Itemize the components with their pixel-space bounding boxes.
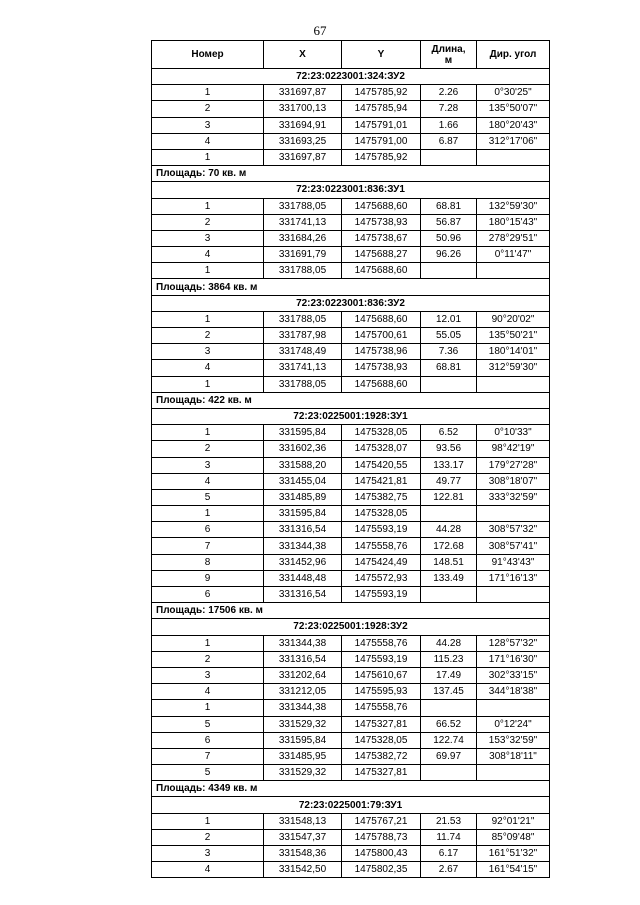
length-cell: 11.74: [421, 829, 477, 845]
length-cell: 122.81: [421, 489, 477, 505]
x-cell: 331455,04: [264, 473, 342, 489]
x-cell: 331529,32: [264, 765, 342, 781]
table-row: [152, 263, 550, 279]
length-cell: 148.51: [421, 554, 477, 570]
direction-angle-cell: 308°57'32": [477, 522, 550, 538]
table-row: [152, 846, 550, 862]
point-number-cell: 1: [152, 700, 264, 716]
x-cell: 331548,13: [264, 813, 342, 829]
point-number-cell: 7: [152, 538, 264, 554]
column-header-number: Номер: [152, 41, 264, 69]
table-row: [152, 716, 550, 732]
x-cell: 331788,05: [264, 376, 342, 392]
section-title: 72:23:0225001:79:ЗУ1: [152, 797, 550, 813]
length-cell: [421, 700, 477, 716]
y-cell: 1475767,21: [342, 813, 421, 829]
x-cell: 331344,38: [264, 538, 342, 554]
column-header-y: Y: [342, 41, 421, 69]
y-cell: 1475785,92: [342, 85, 421, 101]
x-cell: 331202,64: [264, 667, 342, 683]
table-row: [152, 587, 550, 603]
length-cell: 66.52: [421, 716, 477, 732]
y-cell: 1475802,35: [342, 862, 421, 878]
y-cell: 1475328,07: [342, 441, 421, 457]
point-number-cell: 2: [152, 214, 264, 230]
point-number-cell: 8: [152, 554, 264, 570]
direction-angle-cell: 161°51'32": [477, 846, 550, 862]
direction-angle-cell: 92°01'21": [477, 813, 550, 829]
area-value: Площадь: 70 кв. м: [152, 166, 550, 182]
area-value: Площадь: 4349 кв. м: [152, 781, 550, 797]
length-cell: 7.28: [421, 101, 477, 117]
length-cell: 93.56: [421, 441, 477, 457]
table-row: [152, 425, 550, 441]
x-cell: 331547,37: [264, 829, 342, 845]
column-header-x: X: [264, 41, 342, 69]
table-row: [152, 635, 550, 651]
length-cell: 133.49: [421, 570, 477, 586]
y-cell: 1475610,67: [342, 667, 421, 683]
x-cell: 331788,05: [264, 311, 342, 327]
section-title: 72:23:0223001:324:ЗУ2: [152, 69, 550, 85]
direction-angle-cell: 308°57'41": [477, 538, 550, 554]
point-number-cell: 1: [152, 813, 264, 829]
x-cell: 331741,13: [264, 360, 342, 376]
point-number-cell: 6: [152, 732, 264, 748]
direction-angle-cell: 344°18'38": [477, 684, 550, 700]
length-cell: 6.52: [421, 425, 477, 441]
table-row: [152, 328, 550, 344]
point-number-cell: 1: [152, 198, 264, 214]
x-cell: 331316,54: [264, 587, 342, 603]
length-cell: 2.67: [421, 862, 477, 878]
x-cell: 331452,96: [264, 554, 342, 570]
length-cell: 44.28: [421, 635, 477, 651]
point-number-cell: 3: [152, 230, 264, 246]
direction-angle-cell: 132°59'30": [477, 198, 550, 214]
direction-angle-cell: [477, 587, 550, 603]
direction-angle-cell: 278°29'51": [477, 230, 550, 246]
table-row: [152, 862, 550, 878]
x-cell: 331344,38: [264, 700, 342, 716]
direction-angle-cell: 161°54'15": [477, 862, 550, 878]
length-cell: [421, 376, 477, 392]
point-number-cell: 2: [152, 829, 264, 845]
direction-angle-cell: [477, 149, 550, 165]
y-cell: 1475791,00: [342, 133, 421, 149]
x-cell: 331588,20: [264, 457, 342, 473]
point-number-cell: 1: [152, 506, 264, 522]
length-cell: 56.87: [421, 214, 477, 230]
length-cell: 2.26: [421, 85, 477, 101]
section-title-row: [152, 182, 550, 198]
table-row: [152, 376, 550, 392]
point-number-cell: 6: [152, 522, 264, 538]
y-cell: 1475328,05: [342, 506, 421, 522]
x-cell: 331485,89: [264, 489, 342, 505]
point-number-cell: 1: [152, 263, 264, 279]
y-cell: 1475791,01: [342, 117, 421, 133]
point-number-cell: 1: [152, 635, 264, 651]
section-title-row: [152, 619, 550, 635]
x-cell: 331693,25: [264, 133, 342, 149]
page-number: 67: [313, 23, 327, 38]
point-number-cell: 2: [152, 441, 264, 457]
y-cell: 1475688,60: [342, 376, 421, 392]
table-row: [152, 198, 550, 214]
x-cell: 331344,38: [264, 635, 342, 651]
point-number-cell: 7: [152, 748, 264, 764]
area-row: [152, 166, 550, 182]
table-row: [152, 554, 550, 570]
length-cell: 49.77: [421, 473, 477, 489]
table-header: [152, 41, 550, 69]
table-row: [152, 149, 550, 165]
length-cell: 115.23: [421, 651, 477, 667]
point-number-cell: 5: [152, 716, 264, 732]
point-number-cell: 4: [152, 247, 264, 263]
coordinates-table: [151, 40, 550, 878]
table-row: [152, 85, 550, 101]
point-number-cell: 4: [152, 862, 264, 878]
y-cell: 1475595,93: [342, 684, 421, 700]
x-cell: 331595,84: [264, 732, 342, 748]
direction-angle-cell: 308°18'07": [477, 473, 550, 489]
table-row: [152, 117, 550, 133]
x-cell: 331788,05: [264, 263, 342, 279]
direction-angle-cell: 0°12'24": [477, 716, 550, 732]
point-number-cell: 3: [152, 457, 264, 473]
length-cell: 122.74: [421, 732, 477, 748]
direction-angle-cell: 308°18'11": [477, 748, 550, 764]
y-cell: 1475785,92: [342, 149, 421, 165]
length-cell: 50.96: [421, 230, 477, 246]
y-cell: 1475593,19: [342, 587, 421, 603]
table-row: [152, 667, 550, 683]
section-title-row: [152, 295, 550, 311]
length-cell: [421, 765, 477, 781]
length-cell: 68.81: [421, 360, 477, 376]
point-number-cell: 1: [152, 311, 264, 327]
y-cell: 1475421,81: [342, 473, 421, 489]
direction-angle-cell: 312°17'06": [477, 133, 550, 149]
y-cell: 1475738,93: [342, 214, 421, 230]
x-cell: 331529,32: [264, 716, 342, 732]
direction-angle-cell: [477, 263, 550, 279]
area-row: [152, 603, 550, 619]
y-cell: 1475328,05: [342, 425, 421, 441]
direction-angle-cell: 180°14'01": [477, 344, 550, 360]
direction-angle-cell: 153°32'59": [477, 732, 550, 748]
table-row: [152, 522, 550, 538]
area-value: Площадь: 17506 кв. м: [152, 603, 550, 619]
y-cell: 1475700,61: [342, 328, 421, 344]
x-cell: 331684,26: [264, 230, 342, 246]
direction-angle-cell: [477, 506, 550, 522]
y-cell: 1475558,76: [342, 635, 421, 651]
x-cell: 331212,05: [264, 684, 342, 700]
point-number-cell: 1: [152, 149, 264, 165]
length-cell: 6.87: [421, 133, 477, 149]
direction-angle-cell: 91°43'43": [477, 554, 550, 570]
length-cell: 137.45: [421, 684, 477, 700]
length-cell: [421, 149, 477, 165]
table-row: [152, 829, 550, 845]
direction-angle-cell: 90°20'02": [477, 311, 550, 327]
table-body: [152, 69, 550, 878]
x-cell: 331691,79: [264, 247, 342, 263]
x-cell: 331595,84: [264, 425, 342, 441]
direction-angle-cell: 0°30'25": [477, 85, 550, 101]
x-cell: 331694,91: [264, 117, 342, 133]
point-number-cell: 1: [152, 85, 264, 101]
x-cell: 331602,36: [264, 441, 342, 457]
y-cell: 1475688,60: [342, 263, 421, 279]
direction-angle-cell: 333°32'59": [477, 489, 550, 505]
y-cell: 1475593,19: [342, 651, 421, 667]
direction-angle-cell: 135°50'21": [477, 328, 550, 344]
length-cell: [421, 263, 477, 279]
point-number-cell: 2: [152, 651, 264, 667]
column-header-length: Длина, м: [421, 41, 477, 69]
direction-angle-cell: 171°16'30": [477, 651, 550, 667]
y-cell: 1475593,19: [342, 522, 421, 538]
direction-angle-cell: 98°42'19": [477, 441, 550, 457]
point-number-cell: 1: [152, 425, 264, 441]
table-row: [152, 441, 550, 457]
point-number-cell: 5: [152, 489, 264, 505]
length-cell: 44.28: [421, 522, 477, 538]
point-number-cell: 2: [152, 328, 264, 344]
length-cell: 133.17: [421, 457, 477, 473]
table-row: [152, 133, 550, 149]
table-row: [152, 457, 550, 473]
table-row: [152, 651, 550, 667]
x-cell: 331542,50: [264, 862, 342, 878]
direction-angle-cell: 180°15'43": [477, 214, 550, 230]
table-row: [152, 538, 550, 554]
x-cell: 331316,54: [264, 651, 342, 667]
direction-angle-cell: 0°10'33": [477, 425, 550, 441]
length-cell: 172.68: [421, 538, 477, 554]
direction-angle-cell: [477, 765, 550, 781]
point-number-cell: 5: [152, 765, 264, 781]
point-number-cell: 3: [152, 667, 264, 683]
section-title: 72:23:0225001:1928:ЗУ1: [152, 408, 550, 424]
direction-angle-cell: 312°59'30": [477, 360, 550, 376]
point-number-cell: 1: [152, 376, 264, 392]
direction-angle-cell: 180°20'43": [477, 117, 550, 133]
x-cell: 331741,13: [264, 214, 342, 230]
y-cell: 1475328,05: [342, 732, 421, 748]
y-cell: 1475788,73: [342, 829, 421, 845]
point-number-cell: 3: [152, 344, 264, 360]
y-cell: 1475688,60: [342, 311, 421, 327]
point-number-cell: 9: [152, 570, 264, 586]
direction-angle-cell: 179°27'28": [477, 457, 550, 473]
column-header-direction-angle: Дир. угол: [477, 41, 550, 69]
y-cell: 1475420,55: [342, 457, 421, 473]
y-cell: 1475327,81: [342, 716, 421, 732]
table-row: [152, 813, 550, 829]
table-row: [152, 101, 550, 117]
point-number-cell: 4: [152, 360, 264, 376]
table-row: [152, 230, 550, 246]
x-cell: 331316,54: [264, 522, 342, 538]
y-cell: 1475424,49: [342, 554, 421, 570]
section-title: 72:23:0223001:836:ЗУ2: [152, 295, 550, 311]
table-row: [152, 506, 550, 522]
length-cell: 1.66: [421, 117, 477, 133]
area-row: [152, 781, 550, 797]
table-row: [152, 360, 550, 376]
y-cell: 1475738,67: [342, 230, 421, 246]
length-cell: 69.97: [421, 748, 477, 764]
table-row: [152, 765, 550, 781]
x-cell: 331697,87: [264, 85, 342, 101]
y-cell: 1475572,93: [342, 570, 421, 586]
x-cell: 331485,95: [264, 748, 342, 764]
section-title: 72:23:0223001:836:ЗУ1: [152, 182, 550, 198]
table-row: [152, 700, 550, 716]
y-cell: 1475327,81: [342, 765, 421, 781]
direction-angle-cell: 128°57'32": [477, 635, 550, 651]
point-number-cell: 2: [152, 101, 264, 117]
direction-angle-cell: 0°11'47": [477, 247, 550, 263]
length-cell: 55.05: [421, 328, 477, 344]
length-cell: 17.49: [421, 667, 477, 683]
length-cell: [421, 506, 477, 522]
y-cell: 1475688,60: [342, 198, 421, 214]
length-cell: 21.53: [421, 813, 477, 829]
direction-angle-cell: [477, 376, 550, 392]
point-number-cell: 4: [152, 473, 264, 489]
point-number-cell: 4: [152, 684, 264, 700]
x-cell: 331548,36: [264, 846, 342, 862]
direction-angle-cell: 135°50'07": [477, 101, 550, 117]
x-cell: 331595,84: [264, 506, 342, 522]
y-cell: 1475785,94: [342, 101, 421, 117]
point-number-cell: 6: [152, 587, 264, 603]
point-number-cell: 3: [152, 117, 264, 133]
table-row: [152, 570, 550, 586]
table-row: [152, 344, 550, 360]
y-cell: 1475800,43: [342, 846, 421, 862]
table-row: [152, 473, 550, 489]
table-row: [152, 311, 550, 327]
x-cell: 331700,13: [264, 101, 342, 117]
table-row: [152, 684, 550, 700]
table-row: [152, 247, 550, 263]
y-cell: 1475382,72: [342, 748, 421, 764]
x-cell: 331448,48: [264, 570, 342, 586]
table-row: [152, 748, 550, 764]
direction-angle-cell: 85°09'48": [477, 829, 550, 845]
x-cell: 331748,49: [264, 344, 342, 360]
table-row: [152, 489, 550, 505]
section-title: 72:23:0225001:1928:ЗУ2: [152, 619, 550, 635]
table-row: [152, 732, 550, 748]
area-value: Площадь: 422 кв. м: [152, 392, 550, 408]
y-cell: 1475558,76: [342, 538, 421, 554]
section-title-row: [152, 408, 550, 424]
length-cell: 6.17: [421, 846, 477, 862]
area-row: [152, 279, 550, 295]
y-cell: 1475738,96: [342, 344, 421, 360]
section-title-row: [152, 69, 550, 85]
section-title-row: [152, 797, 550, 813]
x-cell: 331787,98: [264, 328, 342, 344]
header-row: [152, 41, 550, 69]
y-cell: 1475738,93: [342, 360, 421, 376]
direction-angle-cell: [477, 700, 550, 716]
direction-angle-cell: 171°16'13": [477, 570, 550, 586]
y-cell: 1475558,76: [342, 700, 421, 716]
point-number-cell: 3: [152, 846, 264, 862]
x-cell: 331697,87: [264, 149, 342, 165]
area-value: Площадь: 3864 кв. м: [152, 279, 550, 295]
length-cell: 68.81: [421, 198, 477, 214]
area-row: [152, 392, 550, 408]
y-cell: 1475382,75: [342, 489, 421, 505]
table-row: [152, 214, 550, 230]
length-cell: [421, 587, 477, 603]
length-cell: 12.01: [421, 311, 477, 327]
length-cell: 7.36: [421, 344, 477, 360]
length-cell: 96.26: [421, 247, 477, 263]
direction-angle-cell: 302°33'15": [477, 667, 550, 683]
x-cell: 331788,05: [264, 198, 342, 214]
point-number-cell: 4: [152, 133, 264, 149]
y-cell: 1475688,27: [342, 247, 421, 263]
